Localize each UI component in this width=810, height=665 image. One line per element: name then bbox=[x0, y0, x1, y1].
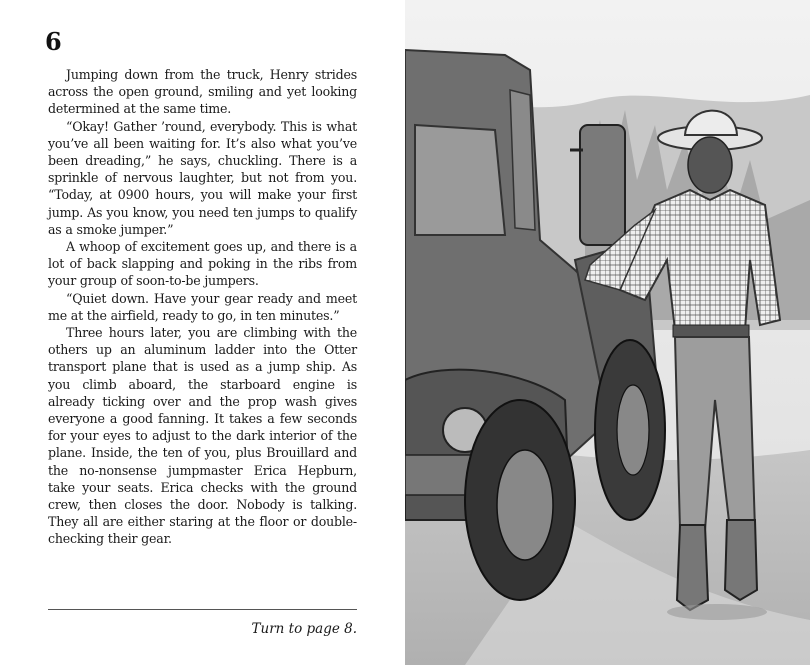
man-head bbox=[688, 137, 732, 193]
truck-mirror bbox=[580, 125, 625, 245]
paragraph: A whoop of excitement goes up, and there is a lot of back slapping and poking in the ribs from your group of soon-to-be jumpers. bbox=[48, 239, 357, 289]
divider-rule bbox=[48, 609, 357, 610]
paragraph: “Okay! Gather ’round, everybody. This is what you’ve all been waiting for. It’s also what you’ve been dreading,” he says, chuckling. There is a sprinkle of nervous laughter, but not from you. “Today, at 0900 hours, you will make your first jump. As you know, you need ten jumps to qualify as a smoke jumper.” bbox=[48, 118, 357, 237]
right-boot bbox=[725, 520, 757, 600]
left-boot bbox=[677, 525, 708, 610]
paragraph: “Quiet down. Have your gear ready and meet me at the airfield, ready to go, in ten minutes.” bbox=[48, 290, 357, 323]
paragraph: Jumping down from the truck, Henry strides across the open ground, smiling and yet looking determined at the same time. bbox=[48, 67, 357, 117]
turn-to-page-link[interactable]: Turn to page 8. bbox=[251, 621, 357, 637]
page-number: 6 bbox=[45, 27, 62, 56]
truck-windshield bbox=[415, 125, 505, 235]
illustration-truck-and-man bbox=[405, 0, 810, 665]
story-text bbox=[48, 66, 357, 548]
paragraph: Three hours later, you are climbing with the others up an aluminum ladder into the Otter transport plane that is used as a jump ship. As you climb aboard, the starboard engine is already ticking over and the prop wash gives everyone a good fanning. It takes a few seconds for your eyes to adjust to the dark interior of the plane. Inside, the ten of you, plus Brouillard and the no-nonsense jumpmaster Erica Hepburn, take your seats. Erica checks with the ground crew, then closes the door. Nobody is talking. They all are either staring at the floor or double-checking their gear. bbox=[48, 325, 357, 547]
belt bbox=[673, 325, 749, 337]
illustration-svg bbox=[405, 0, 810, 665]
